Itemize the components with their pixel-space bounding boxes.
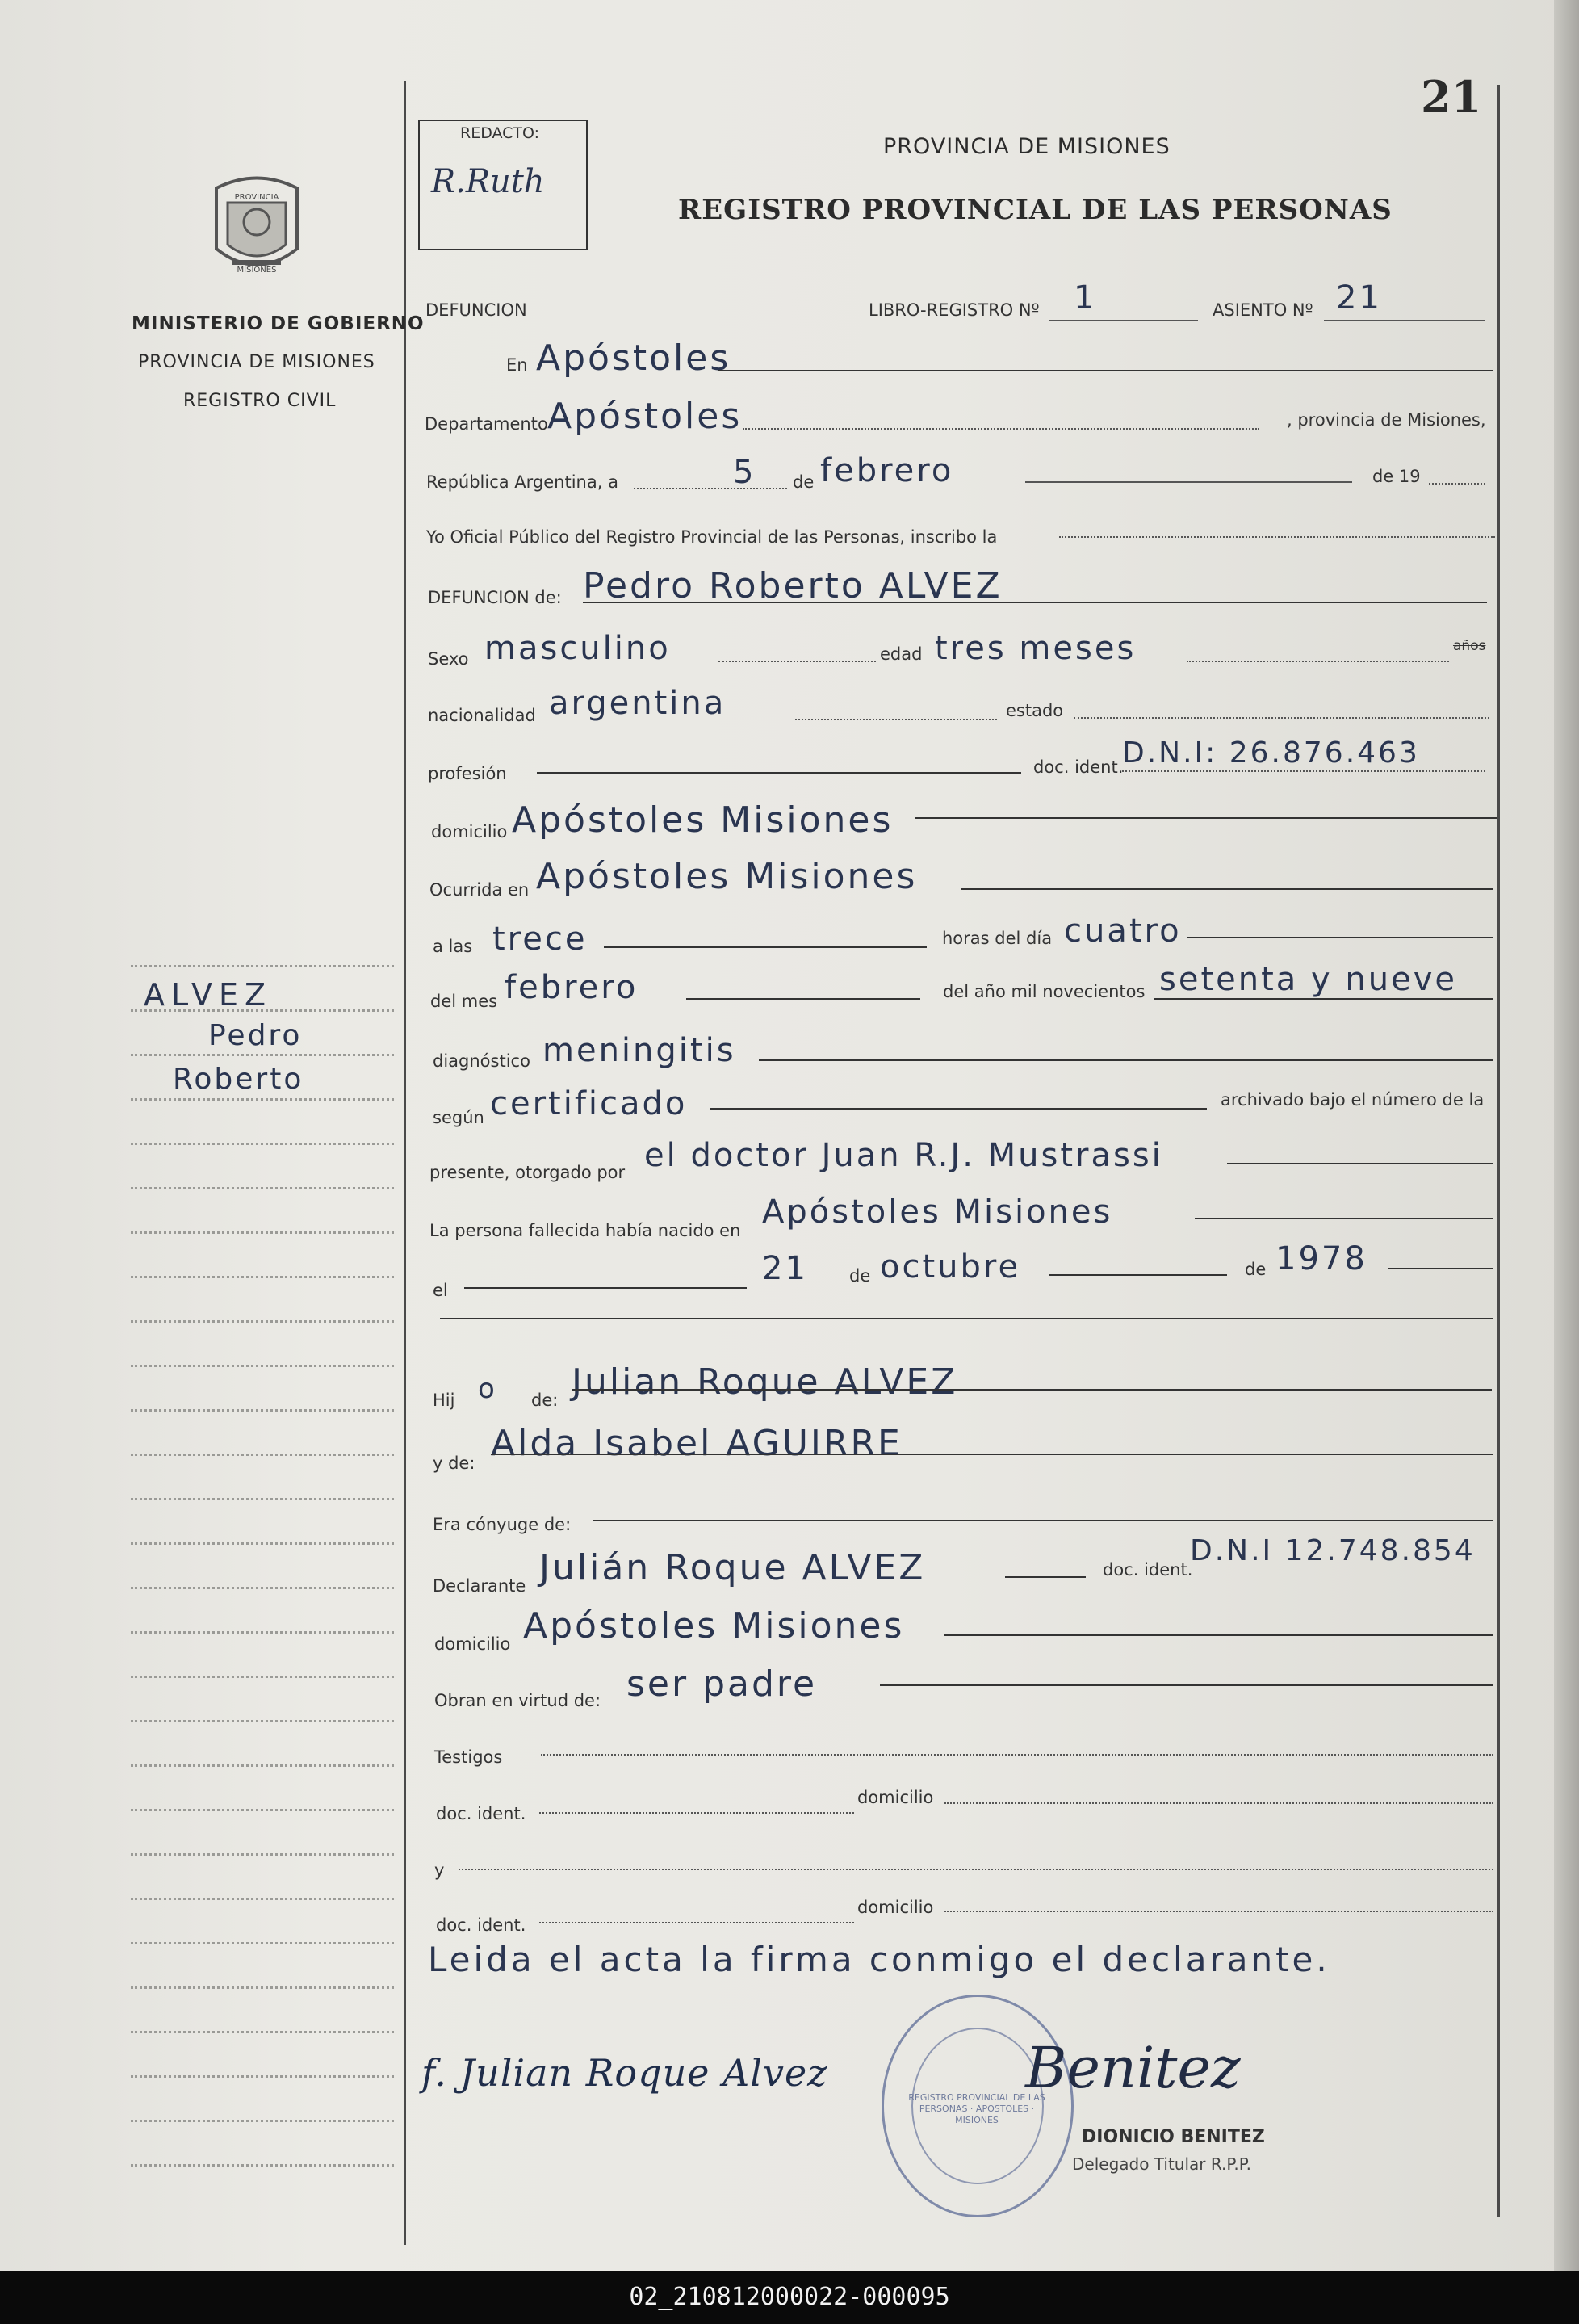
diagnostico-label: diagnóstico xyxy=(433,1051,530,1071)
delmes-value: febrero xyxy=(505,969,639,1006)
page-number: 21 xyxy=(1421,71,1482,123)
dia-value: 5 xyxy=(733,454,756,491)
svg-text:MISIONES: MISIONES xyxy=(237,266,277,275)
alas-label: a las xyxy=(433,937,473,956)
archivado-label: archivado bajo el número de la xyxy=(1221,1090,1485,1110)
province-title: PROVINCIA DE MISIONES xyxy=(883,134,1171,159)
registry-civil-line: REGISTRO CIVIL xyxy=(183,391,337,411)
yo-oficial-text: Yo Oficial Público del Registro Provincial de las Personas, inscribo la xyxy=(426,527,998,547)
delmes-label: del mes xyxy=(430,992,498,1011)
declarante-signature: f. Julian Roque Alvez xyxy=(421,2051,828,2095)
margin-surname: ALVEZ xyxy=(144,977,273,1013)
official-signature: Benitez xyxy=(1025,2035,1241,2101)
edad-label: edad xyxy=(880,644,923,664)
province-line: PROVINCIA DE MISIONES xyxy=(138,352,375,372)
redacto-box xyxy=(418,120,588,250)
nac-mes-value: octubre xyxy=(880,1248,1021,1286)
defuncion-label: DEFUNCION xyxy=(425,300,527,320)
domicilio2-label: domicilio xyxy=(434,1634,511,1654)
closing-text: Leida el acta la firma conmigo el declarante. xyxy=(428,1940,1330,1979)
stamp-text: REGISTRO PROVINCIAL DE LAS PERSONAS · APOSTOLES · MISIONES xyxy=(908,2092,1045,2125)
domicilio-value: Apóstoles Misiones xyxy=(512,799,894,841)
segun-value: certificado xyxy=(490,1085,688,1122)
yde-label: y de: xyxy=(433,1454,475,1473)
y-label: y xyxy=(434,1860,445,1880)
asiento-label: ASIENTO Nº xyxy=(1213,300,1313,320)
domicilio4-label: domicilio xyxy=(857,1898,934,1917)
horas-value: trece xyxy=(492,921,588,958)
provincia-suffix: , provincia de Misiones, xyxy=(1287,410,1486,430)
nacionalidad-label: nacionalidad xyxy=(428,706,536,725)
departamento-value: Apóstoles xyxy=(547,396,743,437)
anio-value: setenta y nueve xyxy=(1159,961,1457,998)
presente-label: presente, otorgado por xyxy=(429,1163,626,1182)
profesion-label: profesión xyxy=(428,764,507,783)
doc-ident-value: D.N.I: 26.876.463 xyxy=(1122,736,1420,770)
padre-value: Julian Roque ALVEZ xyxy=(572,1361,958,1403)
libro-label: LIBRO-REGISTRO Nº xyxy=(869,300,1040,320)
nac-dia-value: 21 xyxy=(762,1250,808,1287)
nac-de-label: de xyxy=(849,1266,871,1286)
declarante-doc-label: doc. ident. xyxy=(1103,1560,1193,1579)
coat-of-arms-icon xyxy=(200,172,313,285)
official-name: DIONICIO BENITEZ xyxy=(1082,2127,1265,2147)
nacido-value: Apóstoles Misiones xyxy=(762,1193,1113,1231)
conyuge-label: Era cónyuge de: xyxy=(433,1515,572,1534)
departamento-label: Departamento xyxy=(425,414,548,434)
sexo-value: masculino xyxy=(484,630,671,667)
de-label: de xyxy=(793,472,815,492)
en-value: Apóstoles xyxy=(536,338,731,379)
official-stamp xyxy=(882,1995,1074,2217)
estado-label: estado xyxy=(1006,701,1064,720)
declarante-label: Declarante xyxy=(433,1576,526,1596)
registry-title: REGISTRO PROVINCIAL DE LAS PERSONAS xyxy=(678,194,1393,226)
obran-value: ser padre xyxy=(626,1663,818,1705)
blank-line xyxy=(440,1318,1493,1319)
asiento-value: 21 xyxy=(1336,279,1382,317)
nac-anio-value: 1978 xyxy=(1275,1240,1367,1277)
ocurrida-label: Ocurrida en xyxy=(429,880,530,900)
docident2-label: doc. ident. xyxy=(436,1915,526,1935)
nacionalidad-value: argentina xyxy=(549,685,727,722)
margin-name1: Pedro xyxy=(208,1019,303,1052)
mes-value: febrero xyxy=(820,452,954,489)
sexo-label: Sexo xyxy=(428,649,469,669)
edad-value: tres meses xyxy=(935,630,1137,667)
domicilio3-label: domicilio xyxy=(857,1788,934,1807)
svg-text:PROVINCIA: PROVINCIA xyxy=(234,193,279,202)
docident1-label: doc. ident. xyxy=(436,1804,526,1823)
dia-texto-value: cuatro xyxy=(1064,912,1182,950)
nacido-label: La persona fallecida había nacido en xyxy=(429,1221,741,1240)
presente-value: el doctor Juan R.J. Mustrassi xyxy=(644,1137,1163,1174)
left-rule xyxy=(404,81,406,2245)
republica-label: República Argentina, a xyxy=(426,472,618,492)
right-rule xyxy=(1497,85,1500,2217)
nac-de2-label: de xyxy=(1245,1260,1267,1279)
horas-dia-label: horas del día xyxy=(942,929,1053,948)
segun-label: según xyxy=(433,1108,484,1127)
declarante-value: Julián Roque ALVEZ xyxy=(539,1547,926,1588)
anos-struck: años xyxy=(1453,638,1486,654)
redacto-label: REDACTO: xyxy=(460,124,540,142)
nombre-value: Pedro Roberto ALVEZ xyxy=(583,565,1003,606)
declarante-doc-value: D.N.I 12.748.854 xyxy=(1190,1534,1476,1567)
testigos-label: Testigos xyxy=(434,1747,503,1767)
paper-edge xyxy=(1554,0,1579,2271)
ministry-line: MINISTERIO DE GOBIERNO xyxy=(132,313,425,334)
official-title: Delegado Titular R.P.P. xyxy=(1072,2154,1252,2174)
hijo-de-label: de: xyxy=(531,1391,559,1410)
margin-name2: Roberto xyxy=(173,1063,304,1096)
libro-value: 1 xyxy=(1074,279,1097,317)
madre-value: Alda Isabel AGUIRRE xyxy=(491,1423,903,1464)
ocurrida-value: Apóstoles Misiones xyxy=(536,856,918,897)
redacto-signature: R.Ruth xyxy=(431,163,545,200)
de19-label: de 19 xyxy=(1372,467,1421,486)
doc-ident-label: doc. ident. xyxy=(1033,757,1124,777)
anio-label: del año mil novecientos xyxy=(943,982,1146,1001)
document-id-footer: 02_210812000022-000095 xyxy=(0,2271,1579,2324)
hijo-suffix-value: o xyxy=(478,1373,497,1405)
obran-label: Obran en virtud de: xyxy=(434,1691,601,1710)
domicilio-label: domicilio xyxy=(431,822,508,841)
diagnostico-value: meningitis xyxy=(542,1032,736,1069)
domicilio2-value: Apóstoles Misiones xyxy=(523,1605,905,1647)
defuncion-de-label: DEFUNCION de: xyxy=(428,588,562,607)
en-label: En xyxy=(506,355,528,375)
el-label: el xyxy=(433,1281,448,1300)
hijo-label: Hij xyxy=(433,1391,455,1410)
